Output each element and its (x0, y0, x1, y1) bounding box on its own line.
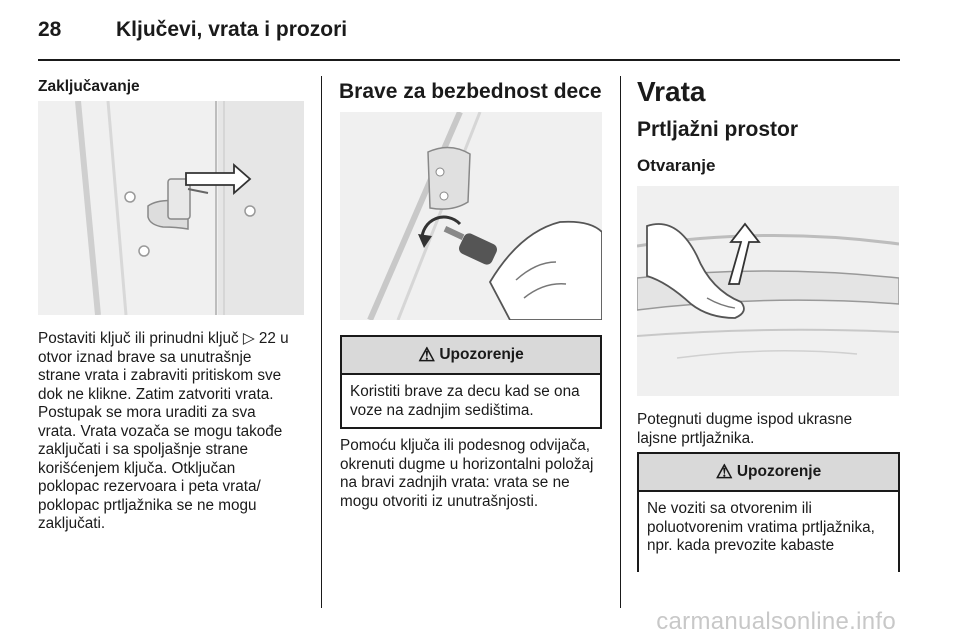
warning-body (639, 492, 898, 564)
subsection-heading-opening: Otvaranje (637, 156, 716, 175)
text-line: npr. kada prevozite kabaste (647, 537, 835, 554)
text-line: vrata. Vrata vozača se mogu takođe (38, 422, 283, 440)
trunk-opening-illustration (637, 186, 899, 396)
trunk-opening-instructions (637, 411, 899, 448)
text-line: poluotvorenim vratima prtljažnika, (647, 518, 875, 536)
section-heading-locking: Zaključavanje (38, 78, 140, 95)
warning-box-trunk (637, 452, 900, 572)
warning-triangle-icon: ⚠ (715, 461, 733, 483)
locking-instructions (38, 330, 313, 534)
column-divider (321, 76, 322, 608)
text-line: zaključati. (38, 515, 106, 532)
locking-illustration (38, 101, 304, 315)
text-line: okrenuti dugme u horizontalni položaj (340, 455, 594, 473)
warning-header (342, 337, 600, 375)
warning-body (342, 375, 600, 428)
warning-title: Upozorenje (736, 463, 822, 480)
warning-title: Upozorenje (439, 346, 524, 363)
text-line: dok ne klikne. Zatim zatvoriti vrata. (38, 385, 274, 403)
text-line: Postupak se mora uraditi za sva (38, 404, 256, 421)
subsection-heading-trunk: Prtljažni prostor (637, 118, 799, 141)
text-line: Potegnuti dugme ispod ukrasne (637, 411, 853, 428)
page-number: 28 (38, 18, 62, 41)
text-line: zaključati i sa spoljašnje strane (38, 441, 249, 458)
text-line: voze na zadnjim sedištima. (350, 401, 534, 419)
text-line: strane vrata i zabraviti pritiskom sve (38, 367, 282, 384)
text-line: korišćenjem ključa. Otključan (38, 459, 236, 477)
warning-triangle-icon: ⚠ (418, 344, 436, 366)
text-line: Postaviti ključ ili prinudni ključ ▷ 22 u (38, 330, 289, 347)
text-line: poklopac rezervoara i peta vrata/ (38, 478, 261, 495)
column-divider (620, 76, 621, 608)
text-line: na bravi zadnjih vrata: vrata se ne (340, 474, 570, 491)
warning-box-child-locks (340, 335, 602, 429)
text-line: Pomoću ključa ili podesnog odvijača, (340, 437, 590, 454)
section-heading-child-locks: Brave za bezbednost dece (339, 80, 602, 103)
text-line: Ne voziti sa otvorenim ili (647, 500, 812, 517)
watermark: carmanualsonline.info (656, 608, 896, 635)
text-line: otvor iznad brave sa unutrašnje (38, 348, 252, 366)
header-rule (38, 59, 900, 61)
child-lock-illustration (340, 112, 602, 320)
child-lock-instructions (340, 437, 618, 511)
page-title: Ključevi, vrata i prozori (116, 18, 348, 41)
text-line: mogu otvoriti iz unutrašnjosti. (340, 492, 539, 510)
text-line: lajsne prtljažnika. (637, 429, 755, 447)
section-heading-doors: Vrata (637, 76, 706, 107)
warning-header (639, 454, 898, 492)
text-line: poklopac prtljažnika se ne mogu (38, 496, 257, 514)
text-line: Koristiti brave za decu kad se ona (350, 383, 580, 400)
